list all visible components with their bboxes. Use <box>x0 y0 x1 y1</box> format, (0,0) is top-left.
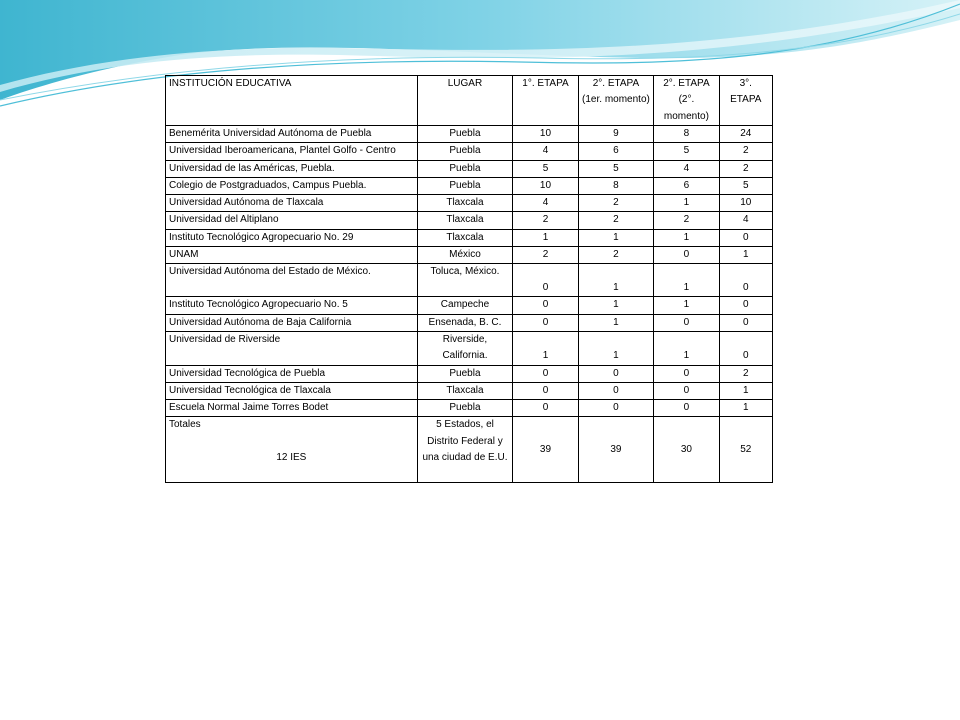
stage2-first-cell: 2 <box>578 247 653 264</box>
stage1-cell: 0 <box>513 400 578 417</box>
place-cell: Ensenada, B. C. <box>417 314 513 331</box>
stage2-second-cell: 1 <box>654 264 719 297</box>
table-row <box>166 382 773 399</box>
stage3-cell: 2 <box>719 365 772 382</box>
institution-cell: Escuela Normal Jaime Torres Bodet <box>166 400 418 417</box>
place-cell: Puebla <box>417 400 513 417</box>
totals-stage2-second-cell: 30 <box>654 417 719 483</box>
table-row <box>166 297 773 314</box>
stage2-second-cell: 2 <box>654 212 719 229</box>
stage2-second-cell: 1 <box>654 229 719 246</box>
stage3-cell: 0 <box>719 229 772 246</box>
totals-label: Totales <box>169 419 201 431</box>
table-row <box>166 143 773 160</box>
stage2-second-cell: 4 <box>654 160 719 177</box>
stage1-cell: 2 <box>513 247 578 264</box>
place-cell: Riverside, California. <box>417 331 513 365</box>
place-cell: México <box>417 247 513 264</box>
stage2-first-cell: 1 <box>578 331 653 365</box>
stage2-first-cell: 1 <box>578 297 653 314</box>
stage3-cell: 2 <box>719 143 772 160</box>
stage2-second-cell: 0 <box>654 314 719 331</box>
place-cell: Tlaxcala <box>417 382 513 399</box>
stage3-cell: 0 <box>719 314 772 331</box>
stage2-second-cell: 1 <box>654 331 719 365</box>
stage2-first-cell: 2 <box>578 212 653 229</box>
table-row <box>166 314 773 331</box>
stage2-first-cell: 2 <box>578 195 653 212</box>
stage2-first-cell: 6 <box>578 143 653 160</box>
stage1-cell: 0 <box>513 264 578 297</box>
totals-stage1-cell: 39 <box>513 417 578 483</box>
stage2-first-cell: 0 <box>578 382 653 399</box>
institution-cell: Instituto Tecnológico Agropecuario No. 29 <box>166 229 418 246</box>
stage3-cell: 0 <box>719 264 772 297</box>
place-cell: Tlaxcala <box>417 212 513 229</box>
place-cell: Puebla <box>417 143 513 160</box>
place-cell: Puebla <box>417 160 513 177</box>
institution-cell: Universidad del Altiplano <box>166 212 418 229</box>
header-institution: INSTITUCIÓN EDUCATIVA <box>166 76 418 126</box>
institution-cell: Universidad Iberoamericana, Plantel Golfo - Centro <box>166 143 418 160</box>
stage2-second-cell: 6 <box>654 177 719 194</box>
stage2-second-cell: 8 <box>654 126 719 143</box>
stage1-cell: 10 <box>513 177 578 194</box>
stage2-second-cell: 0 <box>654 382 719 399</box>
stage3-cell: 10 <box>719 195 772 212</box>
stage2-second-cell: 0 <box>654 247 719 264</box>
institution-cell: Colegio de Postgraduados, Campus Puebla. <box>166 177 418 194</box>
stage3-cell: 1 <box>719 247 772 264</box>
stage2-second-cell: 5 <box>654 143 719 160</box>
stage3-cell: 4 <box>719 212 772 229</box>
stage1-cell: 4 <box>513 195 578 212</box>
place-cell: Puebla <box>417 126 513 143</box>
institution-cell: Universidad Autónoma de Baja California <box>166 314 418 331</box>
place-cell: Puebla <box>417 365 513 382</box>
institution-cell: Universidad Tecnológica de Puebla <box>166 365 418 382</box>
stage2-first-cell: 9 <box>578 126 653 143</box>
header-place: LUGAR <box>417 76 513 126</box>
stage1-cell: 0 <box>513 314 578 331</box>
institution-cell: Universidad Autónoma del Estado de México. <box>166 264 418 297</box>
table-row <box>166 195 773 212</box>
stage1-cell: 0 <box>513 365 578 382</box>
stage3-cell: 0 <box>719 331 772 365</box>
table-row <box>166 212 773 229</box>
table-row <box>166 247 773 264</box>
totals-row <box>166 417 773 483</box>
stage1-cell: 10 <box>513 126 578 143</box>
institution-cell: Benemérita Universidad Autónoma de Puebla <box>166 126 418 143</box>
institutions-table <box>165 75 773 483</box>
table-header-row <box>166 76 773 126</box>
table-row <box>166 229 773 246</box>
stage3-cell: 1 <box>719 400 772 417</box>
place-cell: Campeche <box>417 297 513 314</box>
table-row <box>166 177 773 194</box>
stage2-first-cell: 0 <box>578 365 653 382</box>
institution-cell: Instituto Tecnológico Agropecuario No. 5 <box>166 297 418 314</box>
stage3-cell: 2 <box>719 160 772 177</box>
totals-stage3-cell: 52 <box>719 417 772 483</box>
place-cell: Puebla <box>417 177 513 194</box>
table-row <box>166 400 773 417</box>
stage2-first-cell: 1 <box>578 229 653 246</box>
institution-cell: Universidad Tecnológica de Tlaxcala <box>166 382 418 399</box>
stage1-cell: 2 <box>513 212 578 229</box>
stage3-cell: 24 <box>719 126 772 143</box>
institution-cell: UNAM <box>166 247 418 264</box>
header-stage2-second: 2°. ETAPA (2°. momento) <box>654 76 719 126</box>
stage2-first-cell: 1 <box>578 314 653 331</box>
stage2-first-cell: 0 <box>578 400 653 417</box>
stage3-cell: 1 <box>719 382 772 399</box>
header-stage1: 1°. ETAPA <box>513 76 578 126</box>
stage3-cell: 0 <box>719 297 772 314</box>
stage1-cell: 4 <box>513 143 578 160</box>
stage1-cell: 1 <box>513 331 578 365</box>
totals-label-cell <box>166 417 418 483</box>
table-row <box>166 264 773 297</box>
institution-cell: Universidad de Riverside <box>166 331 418 365</box>
place-cell: Tlaxcala <box>417 229 513 246</box>
stage2-first-cell: 8 <box>578 177 653 194</box>
header-stage3: 3°. ETAPA <box>719 76 772 126</box>
totals-stage2-first-cell: 39 <box>578 417 653 483</box>
totals-institution-count: 12 IES <box>276 451 307 463</box>
institution-cell: Universidad de las Américas, Puebla. <box>166 160 418 177</box>
stage2-first-cell: 1 <box>578 264 653 297</box>
table-row <box>166 160 773 177</box>
stage1-cell: 5 <box>513 160 578 177</box>
table-row <box>166 365 773 382</box>
stage3-cell: 5 <box>719 177 772 194</box>
stage1-cell: 0 <box>513 382 578 399</box>
stage2-second-cell: 1 <box>654 195 719 212</box>
table-row <box>166 331 773 365</box>
stage2-second-cell: 1 <box>654 297 719 314</box>
institution-cell: Universidad Autónoma de Tlaxcala <box>166 195 418 212</box>
place-cell: Tlaxcala <box>417 195 513 212</box>
totals-place-cell: 5 Estados, el Distrito Federal y una ciudad de E.U. <box>417 417 513 483</box>
stage2-second-cell: 0 <box>654 400 719 417</box>
stage1-cell: 0 <box>513 297 578 314</box>
stage2-second-cell: 0 <box>654 365 719 382</box>
place-cell: Toluca, México. <box>417 264 513 297</box>
stage2-first-cell: 5 <box>578 160 653 177</box>
header-stage2-first: 2°. ETAPA (1er. momento) <box>578 76 653 126</box>
table-row <box>166 126 773 143</box>
stage1-cell: 1 <box>513 229 578 246</box>
